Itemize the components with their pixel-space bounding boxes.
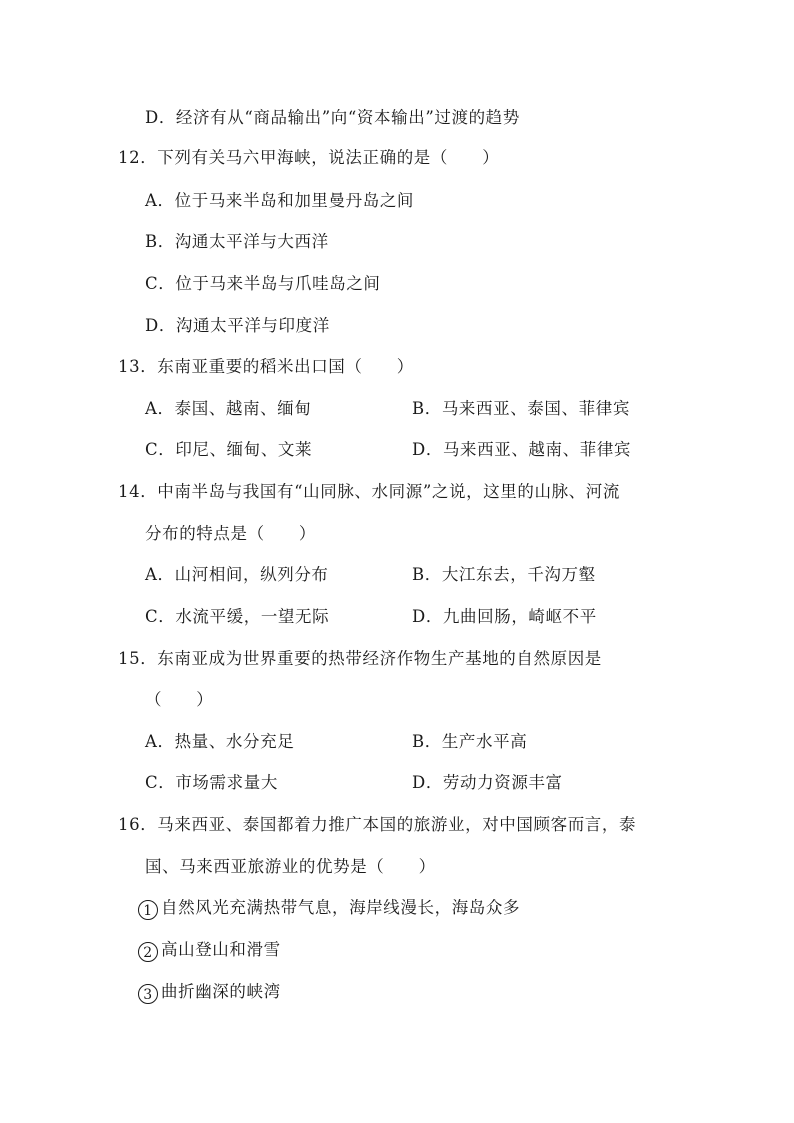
- q16-statement-3: [138, 981, 281, 1004]
- statement-2-text: 高山登山和滑雪: [161, 940, 281, 959]
- question-15: 15．东南亚成为世界重要的热带经济作物生产基地的自然原因是: [118, 649, 602, 668]
- q12-option-c: C．位于马来半岛与爪哇岛之间: [145, 274, 381, 293]
- circled-number-3: 3: [138, 984, 158, 1004]
- question-15-continued: （ ）: [145, 690, 214, 709]
- question-12: 12．下列有关马六甲海峡，说法正确的是（ ）: [118, 148, 500, 167]
- q16-statement-2: [138, 939, 281, 962]
- q15-option-a: A．热量、水分充足: [145, 732, 295, 751]
- q15-option-c: C．市场需求量大: [145, 773, 278, 792]
- question-16-continued: 国、马来西亚旅游业的优势是（ ）: [145, 857, 436, 876]
- question-14-continued: 分布的特点是（ ）: [145, 524, 316, 543]
- question-16: 16．马来西亚、泰国都着力推广本国的旅游业，对中国顾客而言，泰: [118, 815, 637, 834]
- q14-option-c: C．水流平缓，一望无际: [145, 607, 330, 626]
- q12-option-a: A．位于马来半岛和加里曼丹岛之间: [145, 191, 415, 210]
- q16-statement-1: [138, 897, 520, 920]
- q15-option-d: D．劳动力资源丰富: [412, 773, 563, 792]
- q13-option-c: C．印尼、缅甸、文莱: [145, 440, 313, 459]
- question-13: 13．东南亚重要的稻米出口国（ ）: [118, 357, 414, 376]
- statement-3-text: 曲折幽深的峡湾: [161, 982, 281, 1001]
- statement-1-text: 自然风光充满热带气息，海岸线漫长，海岛众多: [161, 898, 521, 917]
- q14-option-b: B．大江东去，千沟万壑: [412, 565, 596, 584]
- q14-option-a: A．山河相间，纵列分布: [145, 565, 329, 584]
- q12-option-b: B．沟通太平洋与大西洋: [145, 232, 329, 251]
- circled-number-1: 1: [138, 900, 158, 920]
- question-14: 14．中南半岛与我国有“山同脉、水同源”之说，这里的山脉、河流: [118, 482, 620, 501]
- q11-option-d: D．经济有从“商品输出”向“资本输出”过渡的趋势: [145, 108, 520, 127]
- q13-option-b: B．马来西亚、泰国、菲律宾: [412, 399, 630, 418]
- circled-number-2: 2: [138, 942, 158, 962]
- q15-option-b: B．生产水平高: [412, 732, 528, 751]
- q12-option-d: D．沟通太平洋与印度洋: [145, 316, 330, 335]
- q13-option-d: D．马来西亚、越南、菲律宾: [412, 440, 632, 459]
- q13-option-a: A．泰国、越南、缅甸: [145, 399, 312, 418]
- q14-option-d: D．九曲回肠，崎岖不平: [412, 607, 597, 626]
